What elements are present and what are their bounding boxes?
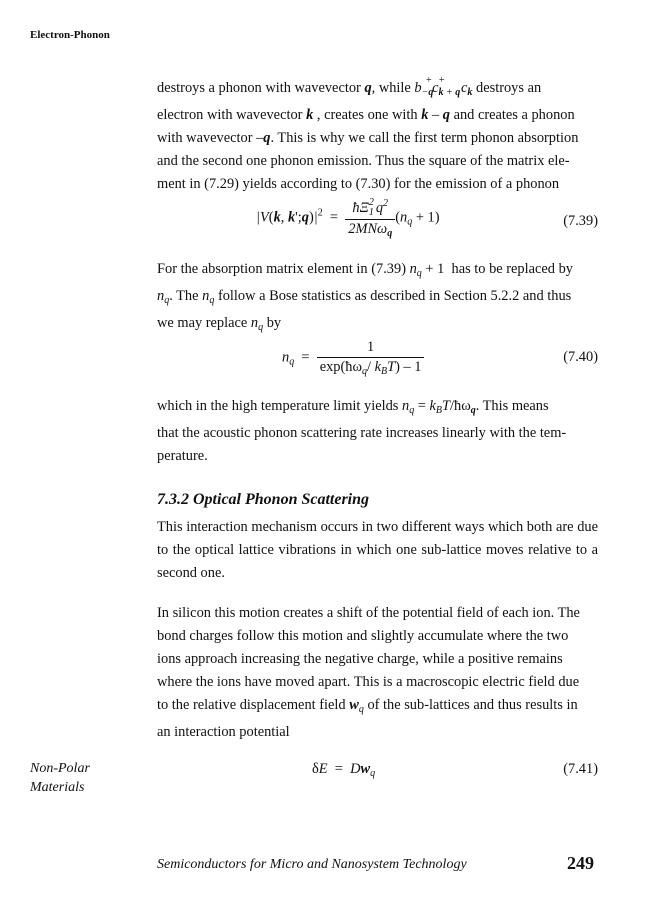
- equation-number: (7.40): [563, 349, 598, 365]
- text-line: to the relative displacement field $w_q$ of the sub-lattices and thus results in: [157, 697, 578, 715]
- text-line: For the absorption matrix element in (7.39) $n_q + 1$ has to be replaced by: [157, 261, 573, 279]
- text-line: which in the high temperature limit yields $n_q$ = $k_BT/ħ\omega_q$. This means: [157, 398, 549, 416]
- math: k: [421, 107, 429, 123]
- text-line: an interaction potential: [157, 724, 290, 740]
- equation-number: (7.39): [563, 213, 598, 229]
- text-line: perature.: [157, 448, 208, 464]
- margin-note: Non-Polar Materials: [30, 761, 90, 795]
- text-line: ions approach increasing the negative charge, while a positive remains: [157, 651, 563, 667]
- page-number: 249: [567, 853, 594, 873]
- paragraph-5: [157, 602, 598, 744]
- text-line: bond charges follow this motion and slightly accumulate where the two: [157, 628, 569, 644]
- text-line: we may replace $n_q$ by: [157, 315, 282, 333]
- equation-7-40: $n_q$ = $\frac{1}{\exp(ħ\omega_q/ k_BT) - 1}$: [282, 339, 424, 377]
- text-line: where the ions have moved apart. This is a macroscopic electric field due: [157, 674, 580, 690]
- text-line: with wavevector –q. This is why we call the first term phonon absorption: [157, 130, 579, 146]
- running-head: Electron-Phonon: [30, 29, 110, 41]
- paragraph-3: [157, 395, 598, 468]
- section-heading: 7.3.2 Optical Phonon Scattering: [157, 491, 370, 508]
- math: k: [306, 107, 314, 123]
- text-line: $n_q$. The $n_q$ follow a Bose statistics as described in Section 5.2.2 and thus: [157, 288, 572, 306]
- equation-number: (7.41): [563, 761, 598, 777]
- footer-book-title: Semiconductors for Micro and Nanosystem Technology: [157, 857, 467, 872]
- equation-7-41: $\delta E = Dw_q$: [312, 761, 376, 779]
- math: q: [364, 80, 372, 96]
- math: q: [263, 130, 271, 146]
- text-line: destroys a phonon with wavevector q, while $b_{-q}^+c_{k + q}^+$ $c_k$ destroys an: [157, 75, 542, 98]
- equation-7-39: |V(k, $k';q)|^2$ = $\frac{ħ\Xi_1^2 q^2}{2MN\omega_q}$ $(n_q + 1)$: [256, 197, 440, 239]
- text-line: In silicon this motion creates a shift of the potential field of each ion. The: [157, 605, 580, 621]
- text-line: ment in (7.29) yields according to (7.30) for the emission of a phonon: [157, 176, 560, 192]
- math: q: [442, 107, 450, 123]
- math-operator-product: $b_{-q}^+c_{k + q}^+$ $c_k$: [414, 75, 473, 98]
- paragraph-2: [157, 258, 598, 339]
- paragraph-4: This interaction mechanism occurs in two different ways which both are due to the optical lattice vibrations in which one sub-lattice moves relative to a second one.: [157, 519, 598, 581]
- text-line: that the acoustic phonon scattering rate increases linearly with the tem-: [157, 425, 567, 441]
- text-line: electron with wavevector k , creates one with k – q and creates a phonon: [157, 107, 575, 123]
- paragraph-1: [157, 69, 598, 196]
- text-line: and the second one phonon emission. Thus the square of the matrix ele-: [157, 153, 570, 169]
